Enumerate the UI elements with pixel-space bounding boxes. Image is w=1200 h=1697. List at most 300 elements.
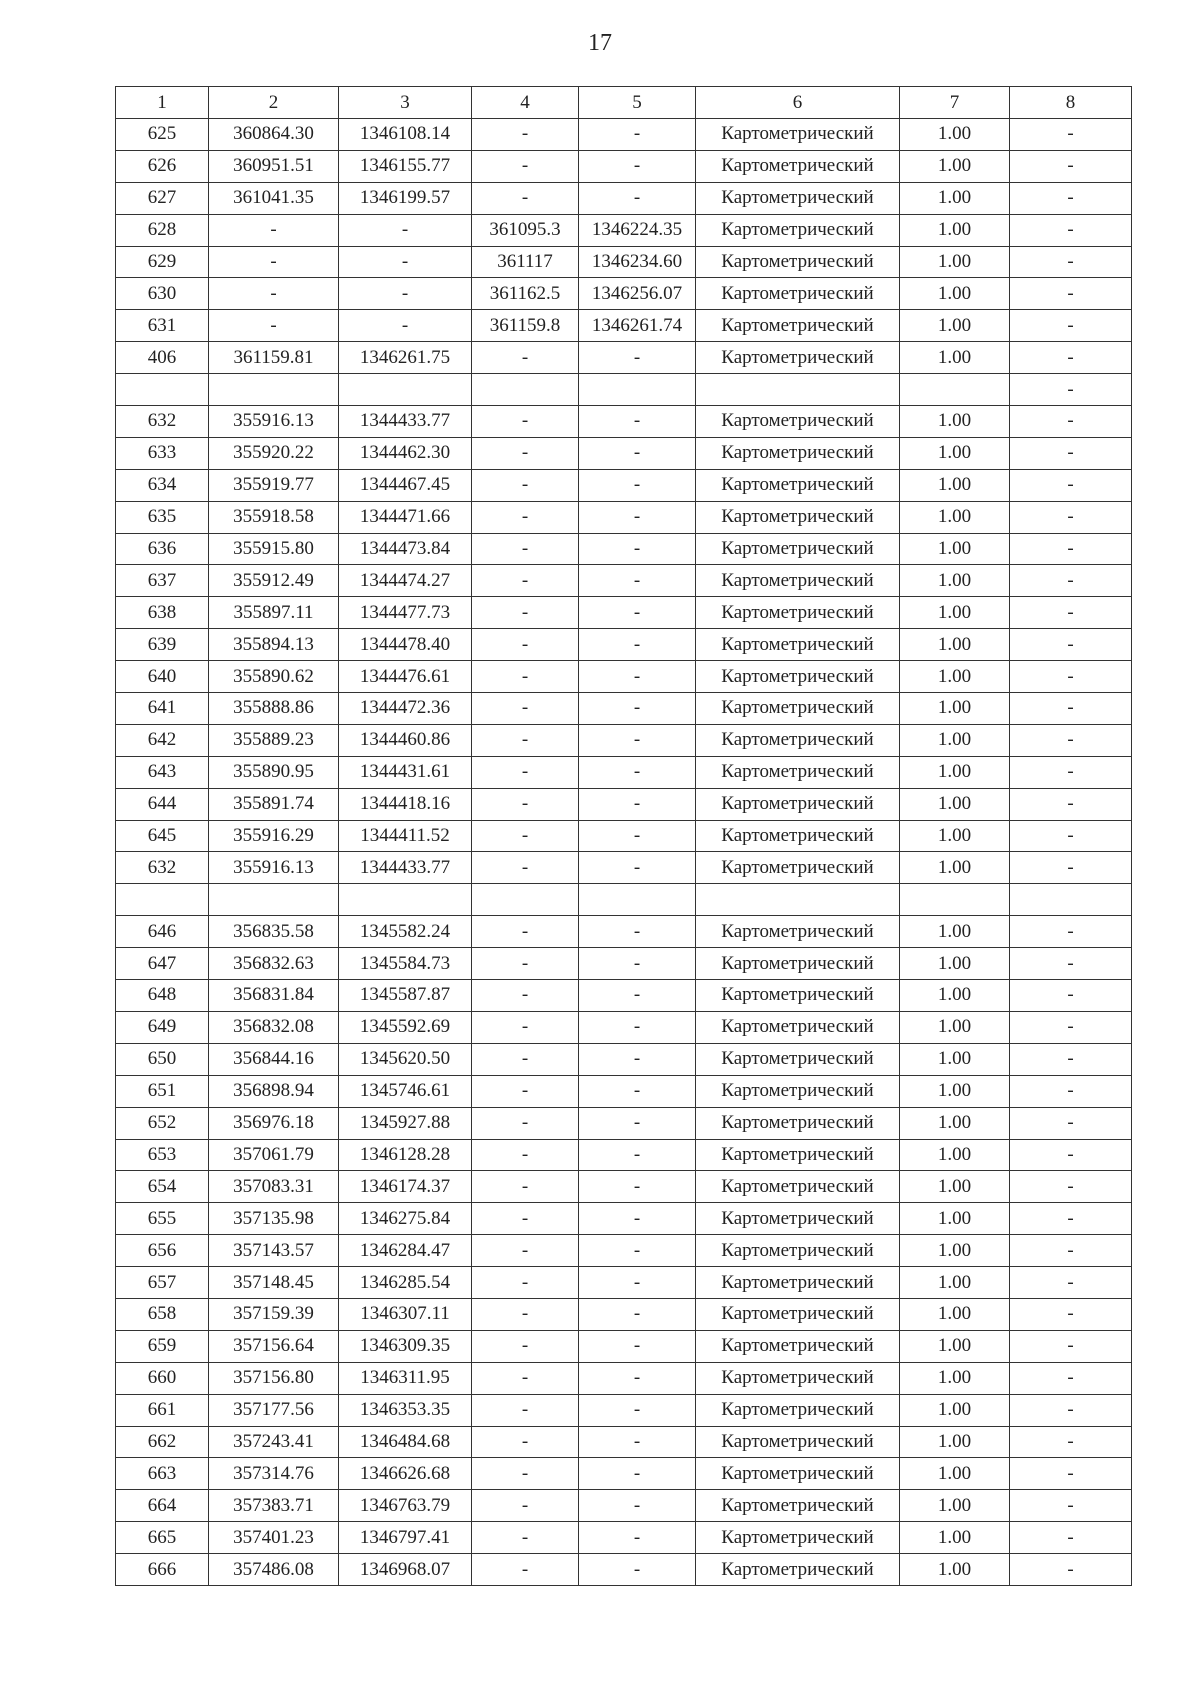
table-cell: - (579, 1522, 696, 1554)
table-cell: Картометрический (696, 1362, 900, 1394)
table-cell: - (472, 1554, 579, 1586)
table-cell: 1.00 (900, 1139, 1010, 1171)
table-cell: - (472, 437, 579, 469)
table-cell: 1.00 (900, 1043, 1010, 1075)
table-cell: 356831.84 (209, 980, 339, 1012)
table-cell: 355916.13 (209, 852, 339, 884)
table-cell: Картометрический (696, 980, 900, 1012)
table-cell: - (1010, 182, 1132, 214)
table-cell: 1346108.14 (339, 119, 472, 151)
table-cell: 1344477.73 (339, 597, 472, 629)
table-row (116, 1235, 1132, 1267)
table-cell: 357486.08 (209, 1554, 339, 1586)
table-row (116, 852, 1132, 884)
table-cell: 1346224.35 (579, 214, 696, 246)
table-cell: 1.00 (900, 469, 1010, 501)
table-cell: Картометрический (696, 1139, 900, 1171)
table-cell: Картометрический (696, 278, 900, 310)
table-cell: 1.00 (900, 1171, 1010, 1203)
table-cell: 1.00 (900, 214, 1010, 246)
table-cell: - (579, 1171, 696, 1203)
table-cell: Картометрический (696, 597, 900, 629)
table-row (116, 342, 1132, 374)
table-cell: - (1010, 533, 1132, 565)
table-cell: 361159.81 (209, 342, 339, 374)
table-cell: 629 (116, 246, 209, 278)
column-header: 4 (472, 87, 579, 119)
table-cell: 356898.94 (209, 1075, 339, 1107)
table-cell: 361041.35 (209, 182, 339, 214)
table-cell: 357177.56 (209, 1394, 339, 1426)
table-cell: 1344433.77 (339, 406, 472, 438)
table-row (116, 980, 1132, 1012)
table-cell: - (579, 1362, 696, 1394)
table-cell: 1.00 (900, 1490, 1010, 1522)
table-cell: 640 (116, 661, 209, 693)
table-cell: - (1010, 916, 1132, 948)
table-cell: 1.00 (900, 406, 1010, 438)
table-cell: 659 (116, 1330, 209, 1362)
table-cell: - (1010, 1330, 1132, 1362)
table-cell: 1.00 (900, 1075, 1010, 1107)
table-cell (579, 374, 696, 406)
table-row (116, 948, 1132, 980)
table-cell: - (1010, 1267, 1132, 1299)
table-row (116, 1043, 1132, 1075)
table-cell: 1.00 (900, 565, 1010, 597)
table-cell: Картометрический (696, 788, 900, 820)
table-cell: 1344478.40 (339, 629, 472, 661)
table-cell: - (579, 501, 696, 533)
table-cell: - (472, 565, 579, 597)
table-cell: - (209, 214, 339, 246)
table-cell: 356832.63 (209, 948, 339, 980)
table-cell: 665 (116, 1522, 209, 1554)
table-cell: 357243.41 (209, 1426, 339, 1458)
table-cell: - (1010, 501, 1132, 533)
table-row (116, 1203, 1132, 1235)
table-cell: 1346261.75 (339, 342, 472, 374)
table-cell: 357156.80 (209, 1362, 339, 1394)
table-row (116, 310, 1132, 342)
column-header: 7 (900, 87, 1010, 119)
table-cell: Картометрический (696, 469, 900, 501)
column-header: 2 (209, 87, 339, 119)
table-cell: 361159.8 (472, 310, 579, 342)
table-cell: - (1010, 310, 1132, 342)
table-row (116, 150, 1132, 182)
table-cell: 1.00 (900, 852, 1010, 884)
table-row (116, 1171, 1132, 1203)
table-cell: - (1010, 278, 1132, 310)
table-cell: 1344476.61 (339, 661, 472, 693)
table-cell: 355912.49 (209, 565, 339, 597)
table-cell: 355889.23 (209, 724, 339, 756)
table-cell: Картометрический (696, 1490, 900, 1522)
table-cell: - (579, 533, 696, 565)
table-cell: - (472, 1298, 579, 1330)
table-row (116, 469, 1132, 501)
table-cell: 644 (116, 788, 209, 820)
table-cell: 1.00 (900, 1107, 1010, 1139)
table-cell: Картометрический (696, 1011, 900, 1043)
table-cell: - (1010, 1203, 1132, 1235)
table-cell: - (472, 182, 579, 214)
table-cell: - (1010, 1554, 1132, 1586)
table-cell: - (1010, 1171, 1132, 1203)
table-row (116, 533, 1132, 565)
table-cell: 656 (116, 1235, 209, 1267)
table-row (116, 1011, 1132, 1043)
table-cell: Картометрический (696, 1330, 900, 1362)
table-cell: - (579, 1426, 696, 1458)
table-cell: - (1010, 246, 1132, 278)
table-cell: - (472, 1267, 579, 1299)
table-cell: - (209, 310, 339, 342)
table-cell: 357143.57 (209, 1235, 339, 1267)
table-cell: 355918.58 (209, 501, 339, 533)
table-cell: Картометрический (696, 1267, 900, 1299)
table-cell: - (579, 1394, 696, 1426)
table-cell: - (579, 1458, 696, 1490)
table-cell: 647 (116, 948, 209, 980)
table-cell: 1345592.69 (339, 1011, 472, 1043)
table-cell: 1344473.84 (339, 533, 472, 565)
table-cell: - (1010, 214, 1132, 246)
table-cell: Картометрический (696, 214, 900, 246)
table-cell: Картометрический (696, 1203, 900, 1235)
table-cell: - (1010, 1107, 1132, 1139)
table-cell: 357061.79 (209, 1139, 339, 1171)
table-cell: 355894.13 (209, 629, 339, 661)
table-row (116, 1362, 1132, 1394)
table-cell: 357314.76 (209, 1458, 339, 1490)
table-cell: 1.00 (900, 948, 1010, 980)
table-cell: 1344474.27 (339, 565, 472, 597)
table-cell: 1344462.30 (339, 437, 472, 469)
table-cell: - (1010, 948, 1132, 980)
table-cell: Картометрический (696, 1107, 900, 1139)
table-cell: Картометрический (696, 724, 900, 756)
table-cell: - (209, 278, 339, 310)
table-cell: - (472, 1235, 579, 1267)
table-cell: 1346174.37 (339, 1171, 472, 1203)
table-cell: 1.00 (900, 310, 1010, 342)
table-cell: 652 (116, 1107, 209, 1139)
table-cell: - (339, 278, 472, 310)
table-cell: 1.00 (900, 597, 1010, 629)
table-cell: 1.00 (900, 980, 1010, 1012)
table-cell: 654 (116, 1171, 209, 1203)
table-row (116, 1554, 1132, 1586)
table-cell: 356976.18 (209, 1107, 339, 1139)
table-cell: - (579, 182, 696, 214)
table-cell: - (472, 119, 579, 151)
table-cell: Картометрический (696, 1554, 900, 1586)
table-cell: 1.00 (900, 1267, 1010, 1299)
table-cell: 1.00 (900, 916, 1010, 948)
table-cell: 355890.62 (209, 661, 339, 693)
table-cell: 355920.22 (209, 437, 339, 469)
table-row (116, 1458, 1132, 1490)
table-cell: 1346256.07 (579, 278, 696, 310)
table-cell: 1.00 (900, 788, 1010, 820)
table-cell: 638 (116, 597, 209, 629)
table-cell: 661 (116, 1394, 209, 1426)
table-cell: 355919.77 (209, 469, 339, 501)
table-cell: 658 (116, 1298, 209, 1330)
table-cell: - (472, 724, 579, 756)
table-cell: 356844.16 (209, 1043, 339, 1075)
table-cell: 1344472.36 (339, 693, 472, 725)
table-cell: 1.00 (900, 182, 1010, 214)
table-cell: - (579, 788, 696, 820)
table-cell: 631 (116, 310, 209, 342)
table-cell: - (579, 693, 696, 725)
table-cell: Картометрический (696, 756, 900, 788)
table-cell: 1346307.11 (339, 1298, 472, 1330)
table-cell: - (1010, 342, 1132, 374)
table-cell: Картометрический (696, 533, 900, 565)
table-cell: 1345587.87 (339, 980, 472, 1012)
table-cell: 664 (116, 1490, 209, 1522)
table-cell: - (1010, 1426, 1132, 1458)
table-cell: - (339, 246, 472, 278)
table-cell: 355890.95 (209, 756, 339, 788)
table-row (116, 119, 1132, 151)
table-cell: - (1010, 756, 1132, 788)
table-cell: 1344411.52 (339, 820, 472, 852)
table-cell: - (472, 533, 579, 565)
table-cell: 666 (116, 1554, 209, 1586)
table-cell: - (1010, 469, 1132, 501)
table-cell: 627 (116, 182, 209, 214)
table-cell: - (1010, 150, 1132, 182)
table-cell: - (579, 406, 696, 438)
table-cell: - (472, 1394, 579, 1426)
table-row (116, 278, 1132, 310)
table-cell: 1.00 (900, 756, 1010, 788)
table-cell: 1346968.07 (339, 1554, 472, 1586)
table-cell: 355915.80 (209, 533, 339, 565)
table-cell: 643 (116, 756, 209, 788)
table-cell: - (579, 1330, 696, 1362)
table-cell (696, 884, 900, 916)
table-cell: - (579, 1203, 696, 1235)
table-cell: 1344431.61 (339, 756, 472, 788)
table-cell: 1.00 (900, 629, 1010, 661)
column-header: 1 (116, 87, 209, 119)
table-cell: Картометрический (696, 820, 900, 852)
table-cell: 633 (116, 437, 209, 469)
table-cell (339, 374, 472, 406)
table-cell: - (472, 1107, 579, 1139)
table-cell: 360951.51 (209, 150, 339, 182)
page-number: 17 (588, 30, 612, 56)
table-cell: 642 (116, 724, 209, 756)
table-cell: - (339, 310, 472, 342)
table-row (116, 820, 1132, 852)
table-cell: 1.00 (900, 437, 1010, 469)
table-cell: 1346311.95 (339, 1362, 472, 1394)
table-body (116, 119, 1132, 1586)
table-cell: 357135.98 (209, 1203, 339, 1235)
table-cell: 357148.45 (209, 1267, 339, 1299)
table-cell: - (1010, 1298, 1132, 1330)
table-cell: Картометрический (696, 1394, 900, 1426)
table-cell: 406 (116, 342, 209, 374)
table-cell: - (579, 437, 696, 469)
table-cell: - (1010, 1075, 1132, 1107)
table-row (116, 246, 1132, 278)
table-cell: - (472, 1330, 579, 1362)
table-cell: - (472, 788, 579, 820)
table-cell: - (579, 342, 696, 374)
table-row (116, 629, 1132, 661)
table-cell: - (339, 214, 472, 246)
table-cell: 655 (116, 1203, 209, 1235)
table-cell: - (472, 1522, 579, 1554)
table-cell: 355897.11 (209, 597, 339, 629)
table-cell: 1.00 (900, 1426, 1010, 1458)
table-cell (900, 884, 1010, 916)
table-cell: 1.00 (900, 246, 1010, 278)
table-row (116, 1298, 1132, 1330)
table-cell: Картометрический (696, 119, 900, 151)
table-cell: 1346763.79 (339, 1490, 472, 1522)
table-cell: 651 (116, 1075, 209, 1107)
table-cell: Картометрический (696, 182, 900, 214)
table-cell: - (579, 629, 696, 661)
table-cell: - (472, 1426, 579, 1458)
table-cell: Картометрический (696, 948, 900, 980)
table-cell: - (579, 119, 696, 151)
table-cell: - (579, 1011, 696, 1043)
table-cell: - (1010, 597, 1132, 629)
table-cell: 1346285.54 (339, 1267, 472, 1299)
table-cell: - (1010, 724, 1132, 756)
table-cell: Картометрический (696, 1075, 900, 1107)
table-row (116, 597, 1132, 629)
table-cell: Картометрический (696, 916, 900, 948)
table-cell: - (472, 342, 579, 374)
table-cell: - (472, 693, 579, 725)
table-header (116, 87, 1132, 119)
table-cell: - (1010, 1394, 1132, 1426)
table-cell: - (1010, 565, 1132, 597)
table-cell: - (579, 724, 696, 756)
table-cell: Картометрический (696, 342, 900, 374)
table-cell: 1.00 (900, 150, 1010, 182)
table-cell: 1.00 (900, 724, 1010, 756)
table-cell: 1344433.77 (339, 852, 472, 884)
table-cell: - (209, 246, 339, 278)
table-cell: - (472, 1011, 579, 1043)
table-row (116, 214, 1132, 246)
table-cell (579, 884, 696, 916)
table-cell: 1345927.88 (339, 1107, 472, 1139)
table-cell: - (579, 1139, 696, 1171)
table-cell: - (472, 948, 579, 980)
table-cell: 1.00 (900, 1522, 1010, 1554)
table-cell: - (1010, 852, 1132, 884)
table-cell: 1346155.77 (339, 150, 472, 182)
table-cell: - (579, 1235, 696, 1267)
table-cell: Картометрический (696, 1458, 900, 1490)
table-cell: 663 (116, 1458, 209, 1490)
table-cell: 660 (116, 1362, 209, 1394)
table-cell: - (579, 852, 696, 884)
table-cell: - (472, 820, 579, 852)
table-cell: 625 (116, 119, 209, 151)
table-cell: 639 (116, 629, 209, 661)
table-row (116, 916, 1132, 948)
table-cell: 1.00 (900, 1011, 1010, 1043)
table-cell: 355888.86 (209, 693, 339, 725)
table-row (116, 1075, 1132, 1107)
table-cell: - (579, 1043, 696, 1075)
table-cell: 1.00 (900, 119, 1010, 151)
column-header: 8 (1010, 87, 1132, 119)
table-cell: 1.00 (900, 661, 1010, 693)
header-row (116, 87, 1132, 119)
table-row (116, 1522, 1132, 1554)
table-cell: 645 (116, 820, 209, 852)
table-cell: 1345584.73 (339, 948, 472, 980)
table-cell: 355916.29 (209, 820, 339, 852)
table-cell: - (579, 1075, 696, 1107)
table-cell: 1.00 (900, 1362, 1010, 1394)
table-cell: - (1010, 693, 1132, 725)
table-cell: - (579, 565, 696, 597)
table-cell: Картометрический (696, 406, 900, 438)
table-row (116, 884, 1132, 916)
table-cell: 650 (116, 1043, 209, 1075)
table-cell: - (472, 916, 579, 948)
table-cell: 1.00 (900, 1298, 1010, 1330)
table-cell: 646 (116, 916, 209, 948)
table-cell: Картометрический (696, 661, 900, 693)
table-cell: - (472, 1171, 579, 1203)
table-cell: 626 (116, 150, 209, 182)
table-cell: - (472, 469, 579, 501)
table-cell: 357159.39 (209, 1298, 339, 1330)
table-cell: - (472, 756, 579, 788)
table-cell: 1.00 (900, 1554, 1010, 1586)
table-cell: Картометрический (696, 310, 900, 342)
table-cell: - (579, 661, 696, 693)
table-cell: 632 (116, 406, 209, 438)
table-row (116, 406, 1132, 438)
table-cell: - (472, 1362, 579, 1394)
table-cell: Картометрический (696, 1043, 900, 1075)
table-cell: - (1010, 788, 1132, 820)
table-cell: 356832.08 (209, 1011, 339, 1043)
table-cell: 1345582.24 (339, 916, 472, 948)
table-cell (472, 884, 579, 916)
table-cell: - (1010, 1011, 1132, 1043)
table-row (116, 182, 1132, 214)
table-cell: 630 (116, 278, 209, 310)
table-cell (472, 374, 579, 406)
table-row (116, 501, 1132, 533)
table-cell: - (1010, 374, 1132, 406)
table-row (116, 565, 1132, 597)
column-header: 5 (579, 87, 696, 119)
table-cell: Картометрический (696, 693, 900, 725)
table-cell: 1.00 (900, 1458, 1010, 1490)
table-cell: Картометрический (696, 1235, 900, 1267)
